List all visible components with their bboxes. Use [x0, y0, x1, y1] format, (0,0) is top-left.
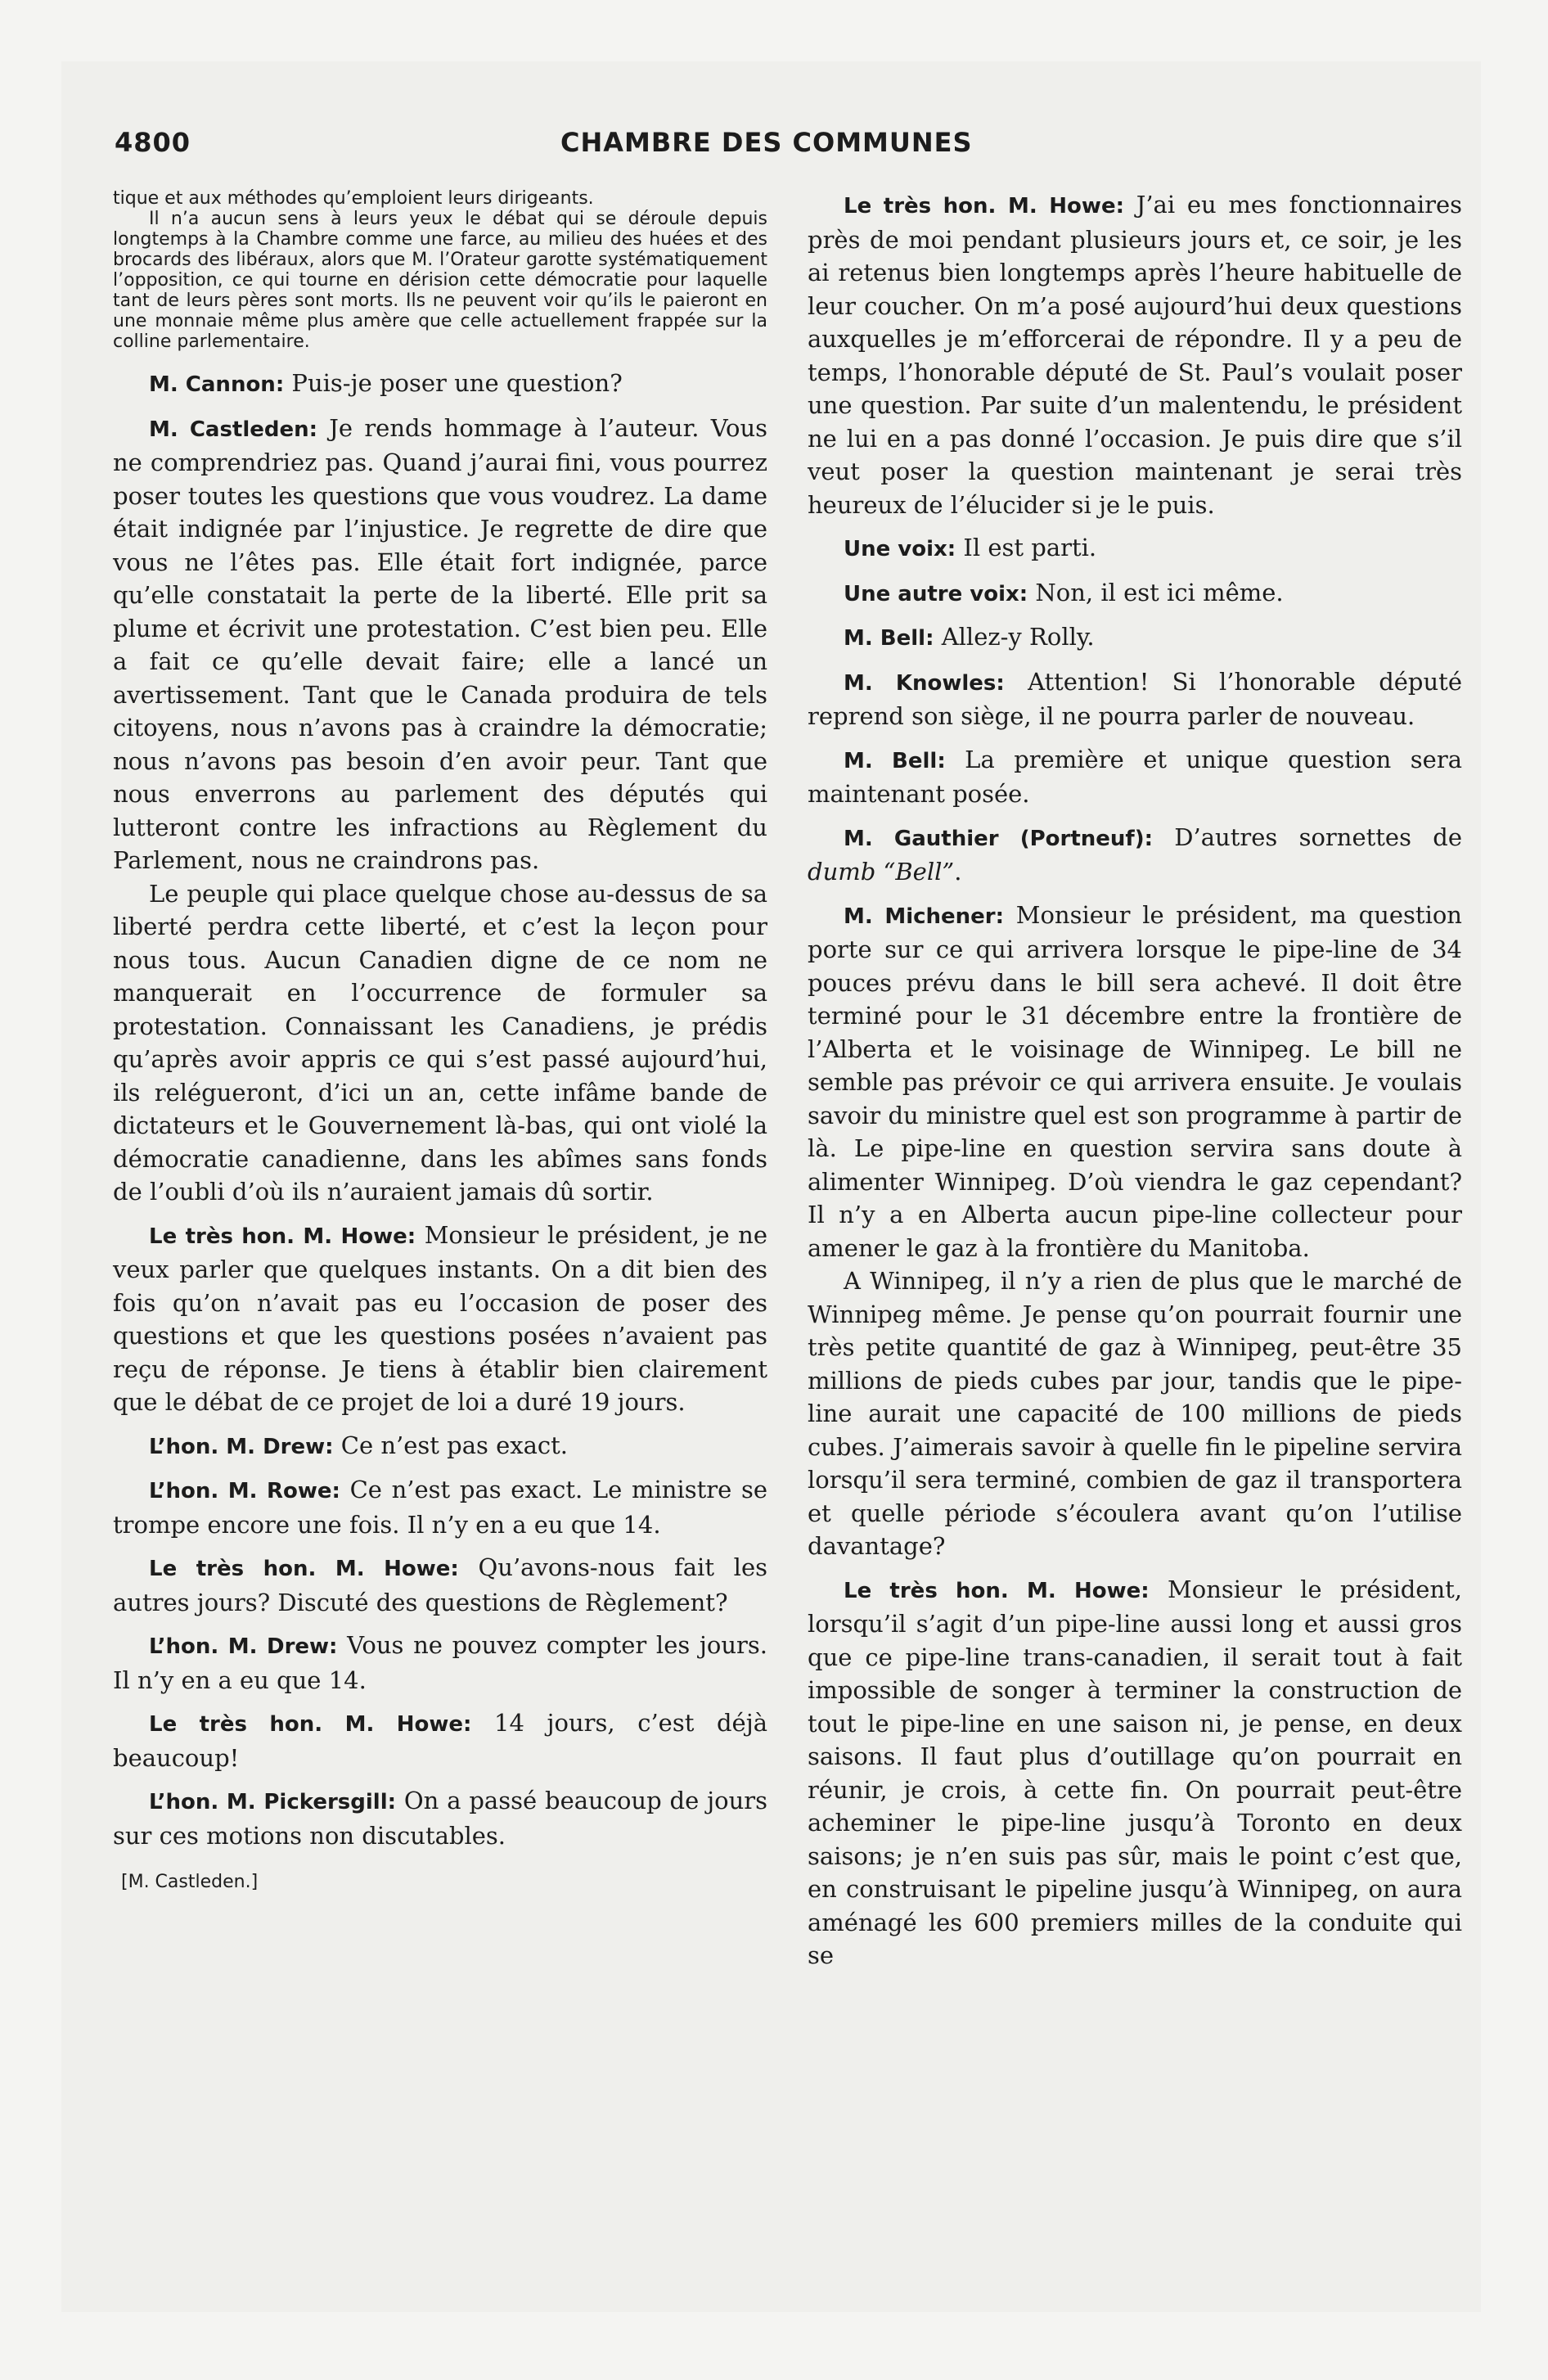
- speech-text: Je rends hommage à l’auteur. Vous ne comprendriez pas. Quand j’aurai fini, vous pourrez poser toutes les questions que vous voudrez. La dame était indignée par l’injustice. Je regrette de dire que vous ne l’êtes pas. Elle était fort indignée, parce qu’elle constatait la perte de la liberté. Elle prit sa plume et écrivit une protestation. C’est bien peu. Elle a fait ce qu’elle devait faire; elle a lancé un avertissement. Tant que le Canada produira de tels citoyens, nous n’avons pas à craindre la démocratie; nous n’avons pas besoin d’en avoir peur. Tant que nous enverrons au parlement des députés qui lutteront contre les infractions au Règlement du Parlement, nous ne craindrons pas.: [113, 413, 768, 874]
- speech-drew: [113, 1429, 767, 1464]
- speech-text: Ce n’est pas exact.: [333, 1431, 569, 1459]
- speech-italic: dumb “Bell”: [808, 858, 955, 886]
- speaker-name: M. Castleden:: [149, 417, 318, 442]
- speaker-name: L’hon. M. Pickersgill:: [149, 1790, 397, 1814]
- page-number: 4800: [115, 127, 191, 158]
- speech-voice: [808, 531, 1462, 566]
- speech-text: 14 jours, c’est déjà beaucoup!: [113, 1709, 767, 1772]
- speech-howe: [113, 1551, 767, 1619]
- speech-text: Vous ne pouvez compter les jours. Il n’y en a eu que 14.: [113, 1631, 767, 1694]
- speaker-name: Le très hon. M. Howe:: [844, 1578, 1150, 1603]
- speech-text: Ce n’est pas exact. Le ministre se trompe encore une fois. Il n’y en a eu que 14.: [113, 1476, 767, 1539]
- speech-text: Monsieur le président, ma question porte sur ce qui arrivera lorsque le pipe-line de 34 pouces prévu dans le bill sera achevé. Il doit être terminé pour le 31 décembre entre la frontière de l’Alberta et le voisinage de Winnipeg. Le bill ne semble pas prévoir ce qui arrivera ensuite. Je voulais savoir du ministre quel est son programme à partir de là. Le pipe-line en question servira sans doute à alimenter Winnipeg. D’où viendra le gaz cependant? Il n’y a en Alberta aucun pipe-line collecteur pour amener le gaz à la frontière du Manitoba.: [808, 900, 1462, 1262]
- speech-rowe: [113, 1473, 767, 1541]
- paragraph: tique et aux méthodes qu’emploient leurs dirigeants.: [113, 188, 594, 209]
- speaker-name: M. Michener:: [844, 904, 1005, 929]
- speaker-name: M. Bell:: [844, 748, 946, 773]
- speech-text: Il est parti.: [956, 534, 1097, 561]
- speech-castleden: [113, 412, 767, 877]
- speech-text: On a passé beaucoup de jours sur ces motions non discutables.: [113, 1787, 767, 1850]
- right-column: [808, 188, 1462, 1972]
- document-page: [61, 61, 1481, 2312]
- speaker-name: M. Gauthier (Portneuf):: [844, 826, 1153, 851]
- speaker-name: L’hon. M. Rowe:: [149, 1479, 340, 1503]
- speech-howe: [808, 188, 1462, 521]
- speech-drew: [113, 1629, 767, 1697]
- paragraph: A Winnipeg, il n’y a rien de plus que le marché de Winnipeg même. Je pense qu’on pourrait fournir une très petite quantité de gaz à Winnipeg, peut-être 35 millions de pieds cubes par jour, tandis que le pipe-line aurait une capacité de 100 millions de pieds cubes. J’aimerais savoir à quelle fin le pipeline servira lorsqu’il sera terminé, combien de gaz il transportera et quelle période s’écoulera avant qu’on l’utilise davantage?: [808, 1267, 1462, 1560]
- speech-other-voice: [808, 576, 1462, 611]
- footer-note: [M. Castleden.]: [121, 1872, 259, 1892]
- speech-cannon: [113, 367, 767, 402]
- speech-howe: [113, 1706, 767, 1774]
- speaker-name: Le très hon. M. Howe:: [149, 1224, 416, 1249]
- speaker-name: Une autre voix:: [844, 581, 1028, 606]
- speaker-name: Le très hon. M. Howe:: [844, 194, 1124, 219]
- speech-howe: [113, 1219, 767, 1419]
- speech-knowles: [808, 665, 1462, 733]
- speech-gauthier: [808, 821, 1462, 889]
- paragraph: Le peuple qui place quelque chose au-dessus de sa liberté perdra cette liberté, et c’est la leçon pour nous tous. Aucun Canadien digne de ce nom ne manquerait en l’occurrence de formuler sa protestation. Connaissant les Canadiens, je prédis qu’après avoir appris ce qui s’est passé aujourd’hui, ils relégueront, d’ici un an, cette infâme bande de dictateurs et le Gouvernement là-bas, qui ont violé la démocratie canadienne, dans les abîmes sans fonds de l’oubli d’où ils n’auraient jamais dû sortir.: [113, 879, 767, 1206]
- speech-text: Monsieur le président, je ne veux parler que quelques instants. On a dit bien des fois qu’on n’avait pas eu l’occasion de poser des questions et que les questions posées n’avaient pas reçu de réponse. Je tiens à établir bien clairement que le débat de ce projet de loi a duré 19 jours.: [113, 1220, 767, 1416]
- speech-bell: [808, 620, 1462, 656]
- speaker-name: Le très hon. M. Howe:: [149, 1557, 459, 1581]
- speaker-name: L’hon. M. Drew:: [149, 1434, 334, 1459]
- speech-text: Non, il est ici même.: [1028, 578, 1284, 606]
- paragraph: Il n’a aucun sens à leurs yeux le débat qui se déroule depuis longtemps à la Chambre comme une farce, au milieu des huées et des brocards des libéraux, alors que M. l’Orateur garotte systématiquement l’opposition, ce qui tourne en dérision cette démocratie pour laquelle tant de leurs pères sont morts. Ils ne peuvent voir qu’ils le paieront en une monnaie même plus amère que celle actuellement frappée sur la colline parlementaire.: [113, 209, 767, 352]
- speech-text: Allez-y Rolly.: [934, 623, 1095, 651]
- speech-text: Attention! Si l’honorable député reprend son siège, il ne pourra parler de nouveau.: [808, 667, 1462, 730]
- speech-howe: [808, 1573, 1462, 1972]
- speech-michener: [808, 899, 1462, 1265]
- speech-text: La première et unique question sera maintenant posée.: [808, 745, 1462, 808]
- speaker-name: M. Bell:: [844, 626, 934, 651]
- page-header: [61, 127, 1481, 176]
- speech-text: D’autres sornettes de: [1153, 823, 1462, 851]
- speaker-name: M. Knowles:: [844, 670, 1005, 696]
- speech-text: Monsieur le président, lorsqu’il s’agit d’un pipe-line aussi long et aussi gros que ce pipe-line trans-canadien, il serait tout à fait impossible de songer à terminer la construction de tout le pipe-line en une saison ni, je pense, en deux saisons. Il faut plus d’outillage qu’on pourrait en réunir, je crois, à cette fin. On pourrait peut-être acheminer le pipe-line jusqu’à Toronto en deux saisons; je n’en suis pas sûr, mais le point c’est que, en construisant le pipeline jusqu’à Winnipeg, on aura aménagé les 600 premiers milles de la conduite qui se: [808, 1575, 1462, 1969]
- running-head: CHAMBRE DES COMMUNES: [560, 127, 973, 158]
- left-column: [113, 188, 767, 1893]
- speaker-name: Une voix:: [844, 537, 956, 561]
- speech-bell: [808, 743, 1462, 811]
- speech-text: J’ai eu mes fonctionnaires près de moi pendant plusieurs jours et, ce soir, je les ai retenus bien longtemps après l’heure habituelle de leur coucher. On m’a posé aujourd’hui deux questions auxquelles je m’efforcerai de répondre. Il y a peu de temps, l’honorable député de St. Paul’s voulait poser une question. Par suite d’un malentendu, le président ne lui en a pas donné l’occasion. Je puis dire que s’il veut poser la question maintenant je serai très heureux de l’élucider si je le puis.: [808, 191, 1462, 519]
- speaker-name: Le très hon. M. Howe:: [149, 1712, 472, 1737]
- speech-text: .: [954, 858, 962, 886]
- speech-text: Qu’avons-nous fait les autres jours? Discuté des questions de Règlement?: [113, 1553, 767, 1616]
- speech-text: Puis-je poser une question?: [284, 369, 623, 397]
- speaker-name: L’hon. M. Drew:: [149, 1634, 338, 1659]
- speaker-name: M. Cannon:: [149, 372, 285, 397]
- speech-pickersgill: [113, 1784, 767, 1852]
